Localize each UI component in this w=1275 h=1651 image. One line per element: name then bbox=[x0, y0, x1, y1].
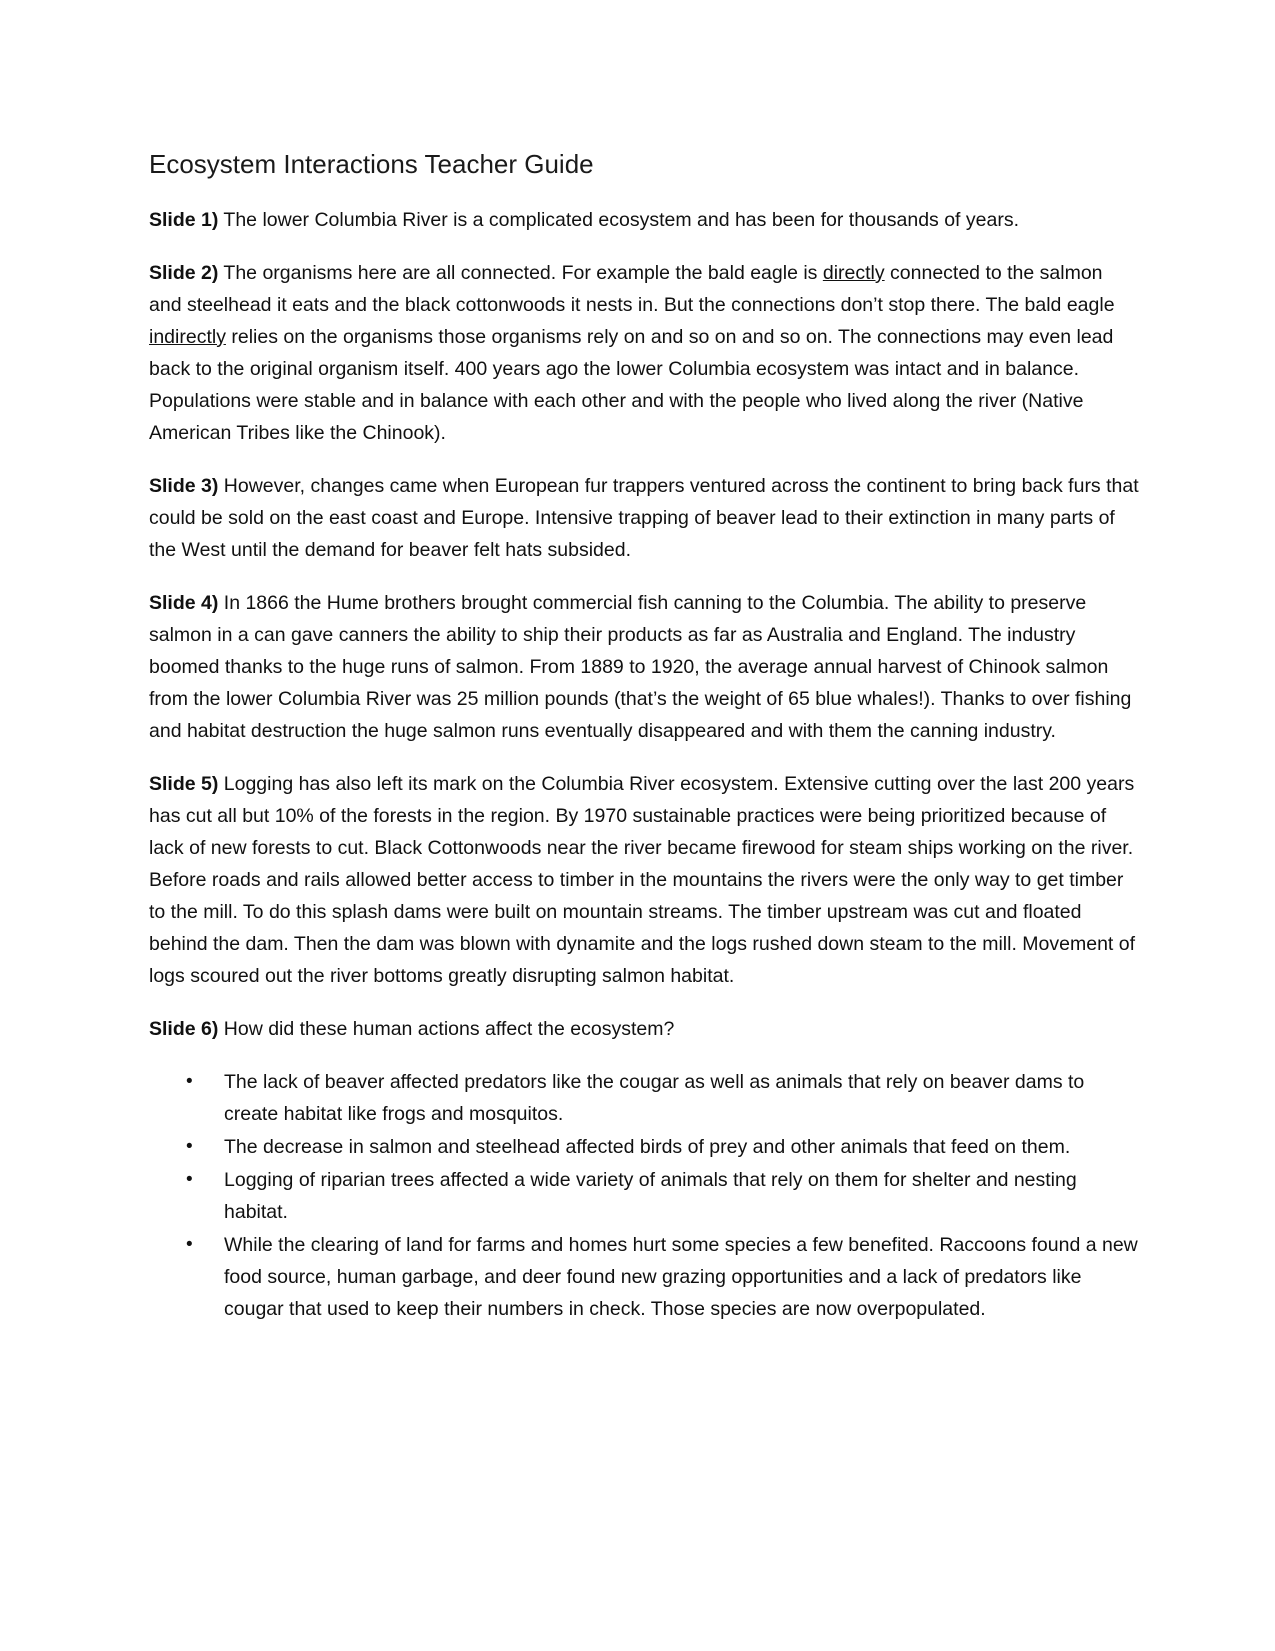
slide-6-text: How did these human actions affect the ecosystem? bbox=[218, 1017, 675, 1040]
underlined-indirectly: indirectly bbox=[149, 325, 226, 348]
slide-4-label: Slide 4) bbox=[149, 591, 219, 614]
slide-2-paragraph bbox=[149, 257, 1139, 449]
slide-5-text: Logging has also left its mark on the Columbia River ecosystem. Extensive cutting over the last 200 years has cut all but 10% of the forests in the region. By 1970 sustainable practices were being prioritized because of lack of new forests to cut. Black Cottonwoods near the river became firewood for steam ships working on the river. Before roads and rails allowed better access to timber in the mountains the rivers were the only way to get timber to the mill. To do this splash dams were built on mountain streams. The timber upstream was cut and floated behind the dam. Then the dam was blown with dynamite and the logs rushed down steam to the mill. Movement of logs scoured out the river bottoms greatly disrupting salmon habitat. bbox=[149, 772, 1136, 987]
slide-5-label: Slide 5) bbox=[149, 772, 219, 795]
bullet-text: The lack of beaver affected predators like the cougar as well as animals that rely on beaver dams to create habitat like frogs and mosquitos. bbox=[224, 1070, 1085, 1125]
list-item bbox=[186, 1131, 1139, 1163]
list-item bbox=[186, 1066, 1139, 1130]
slide-6-label: Slide 6) bbox=[149, 1017, 219, 1040]
document-title: Ecosystem Interactions Teacher Guide bbox=[149, 149, 594, 179]
bullet-text: Logging of riparian trees affected a wide variety of animals that rely on them for shelter and nesting habitat. bbox=[224, 1168, 1077, 1223]
slide-3-label: Slide 3) bbox=[149, 474, 219, 497]
list-item bbox=[186, 1164, 1139, 1228]
slide-2-text-b: connected to the salmon and steelhead it eats and the black cottonwoods it nests in. But the connections don’t stop there. The bald eagle bbox=[149, 261, 1115, 316]
underlined-directly: directly bbox=[822, 261, 885, 284]
bullet-text: While the clearing of land for farms and homes hurt some species a few benefited. Raccoons found a new food source, human garbage, and deer found new grazing opportunities and a lack of predators like cougar that used to keep their numbers in check. Those species are now overpopulated. bbox=[224, 1233, 1138, 1320]
document-page bbox=[149, 148, 1139, 1326]
slide-6-paragraph bbox=[149, 1013, 1139, 1045]
slide-1-label: Slide 1) bbox=[149, 208, 219, 231]
slide-2-text-c: relies on the organisms those organisms rely on and so on and so on. The connections may even lead back to the original organism itself. 400 years ago the lower Columbia ecosystem was intact and in balance. Populations were stable and in balance with each other and with the people who lived along the river (Native American Tribes like the Chinook). bbox=[149, 325, 1114, 444]
bullet-text: The decrease in salmon and steelhead affected birds of prey and other animals that feed on them. bbox=[224, 1135, 1071, 1158]
effects-bullet-list bbox=[149, 1066, 1139, 1325]
list-item bbox=[186, 1229, 1139, 1325]
bullet-icon: • bbox=[186, 1135, 193, 1157]
slide-3-text: However, changes came when European fur trappers ventured across the continent to bring back furs that could be sold on the east coast and Europe. Intensive trapping of beaver lead to their extinction in many parts of the West until the demand for beaver felt hats subsided. bbox=[149, 474, 1139, 561]
slide-4-text: In 1866 the Hume brothers brought commercial fish canning to the Columbia. The ability to preserve salmon in a can gave canners the ability to ship their products as far as Australia and England. The industry boomed thanks to the huge runs of salmon. From 1889 to 1920, the average annual harvest of Chinook salmon from the lower Columbia River was 25 million pounds (that’s the weight of 65 blue whales!). Thanks to over fishing and habitat destruction the huge salmon runs eventually disappeared and with them the canning industry. bbox=[149, 591, 1132, 742]
slide-1-paragraph bbox=[149, 204, 1139, 236]
slide-2-label: Slide 2) bbox=[149, 261, 219, 284]
slide-3-paragraph bbox=[149, 470, 1139, 566]
slide-4-paragraph bbox=[149, 587, 1139, 747]
slide-2-text-a: The organisms here are all connected. For example the bald eagle is bbox=[218, 261, 823, 284]
slide-5-paragraph bbox=[149, 768, 1139, 992]
bullet-icon: • bbox=[186, 1233, 193, 1255]
slide-1-text: The lower Columbia River is a complicated ecosystem and has been for thousands of years. bbox=[218, 208, 1019, 231]
bullet-icon: • bbox=[186, 1070, 193, 1092]
bullet-icon: • bbox=[186, 1168, 193, 1190]
